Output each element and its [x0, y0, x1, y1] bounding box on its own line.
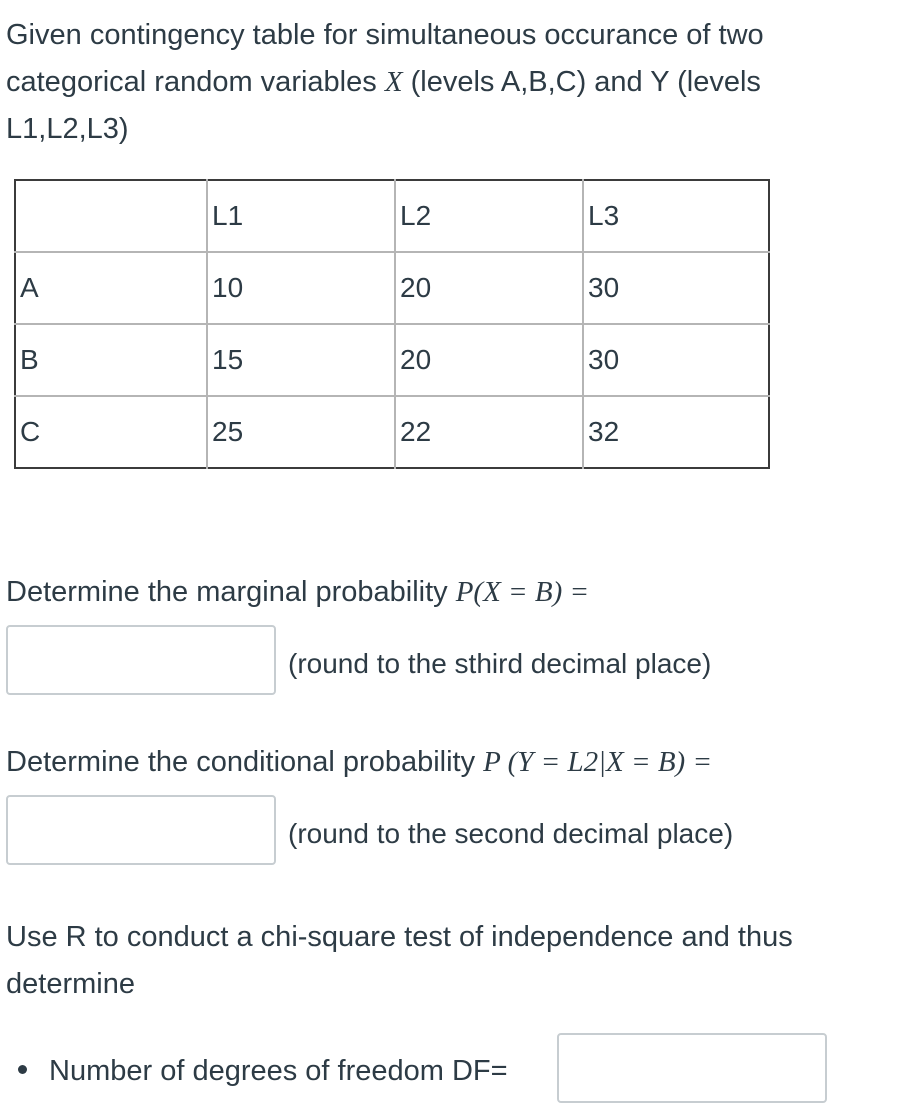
- question-intro: [6, 12, 886, 153]
- table-row: [15, 396, 769, 468]
- marginal-probability-input[interactable]: [6, 625, 276, 695]
- intro-line-2a: categorical random variables: [6, 66, 385, 98]
- instruction-line-1: Use R to conduct a chi-square test of independence and thus: [6, 921, 793, 953]
- question-text: Determine the marginal probability: [6, 576, 456, 608]
- bullet-icon: [18, 1065, 27, 1074]
- instruction-line-2: determine: [6, 968, 135, 1000]
- degrees-of-freedom-input[interactable]: [557, 1033, 827, 1103]
- marginal-probability-question: [6, 576, 589, 609]
- table-header-cell: L1: [207, 180, 395, 252]
- rounding-hint: (round to the sthird decimal place): [288, 648, 712, 679]
- contingency-table: [14, 179, 770, 469]
- table-cell: 15: [207, 324, 395, 396]
- table-cell: 20: [395, 252, 583, 324]
- question-text: Determine the conditional probability: [6, 746, 484, 778]
- intro-line-3: L1,L2,L3): [6, 113, 129, 145]
- conditional-probability-question: [6, 746, 712, 779]
- math-expression: P (Y = L2|X = B) =: [483, 746, 713, 778]
- table-row: [15, 324, 769, 396]
- row-label: C: [15, 396, 207, 468]
- table-header-cell: L2: [395, 180, 583, 252]
- table-cell: [15, 180, 207, 252]
- table-row: [15, 252, 769, 324]
- table-cell: 30: [583, 324, 769, 396]
- table-cell: 25: [207, 396, 395, 468]
- rounding-hint: (round to the second decimal place): [288, 818, 734, 849]
- conditional-probability-input[interactable]: [6, 795, 276, 865]
- intro-line-2b: (levels A,B,C) and Y (levels: [402, 66, 761, 98]
- variable-x: X: [384, 66, 403, 98]
- table-cell: 20: [395, 324, 583, 396]
- math-expression: P(X = B) =: [455, 576, 590, 608]
- table-cell: 10: [207, 252, 395, 324]
- degrees-of-freedom-item: [18, 1055, 508, 1088]
- table-cell: 30: [583, 252, 769, 324]
- table-header-row: [15, 180, 769, 252]
- intro-line-1: Given contingency table for simultaneous occurance of two: [6, 19, 764, 51]
- table-cell: 22: [395, 396, 583, 468]
- chi-square-instructions: [6, 914, 886, 1008]
- degrees-of-freedom-label: Number of degrees of freedom DF=: [49, 1055, 508, 1087]
- table-cell: 32: [583, 396, 769, 468]
- row-label: B: [15, 324, 207, 396]
- row-label: A: [15, 252, 207, 324]
- table-header-cell: L3: [583, 180, 769, 252]
